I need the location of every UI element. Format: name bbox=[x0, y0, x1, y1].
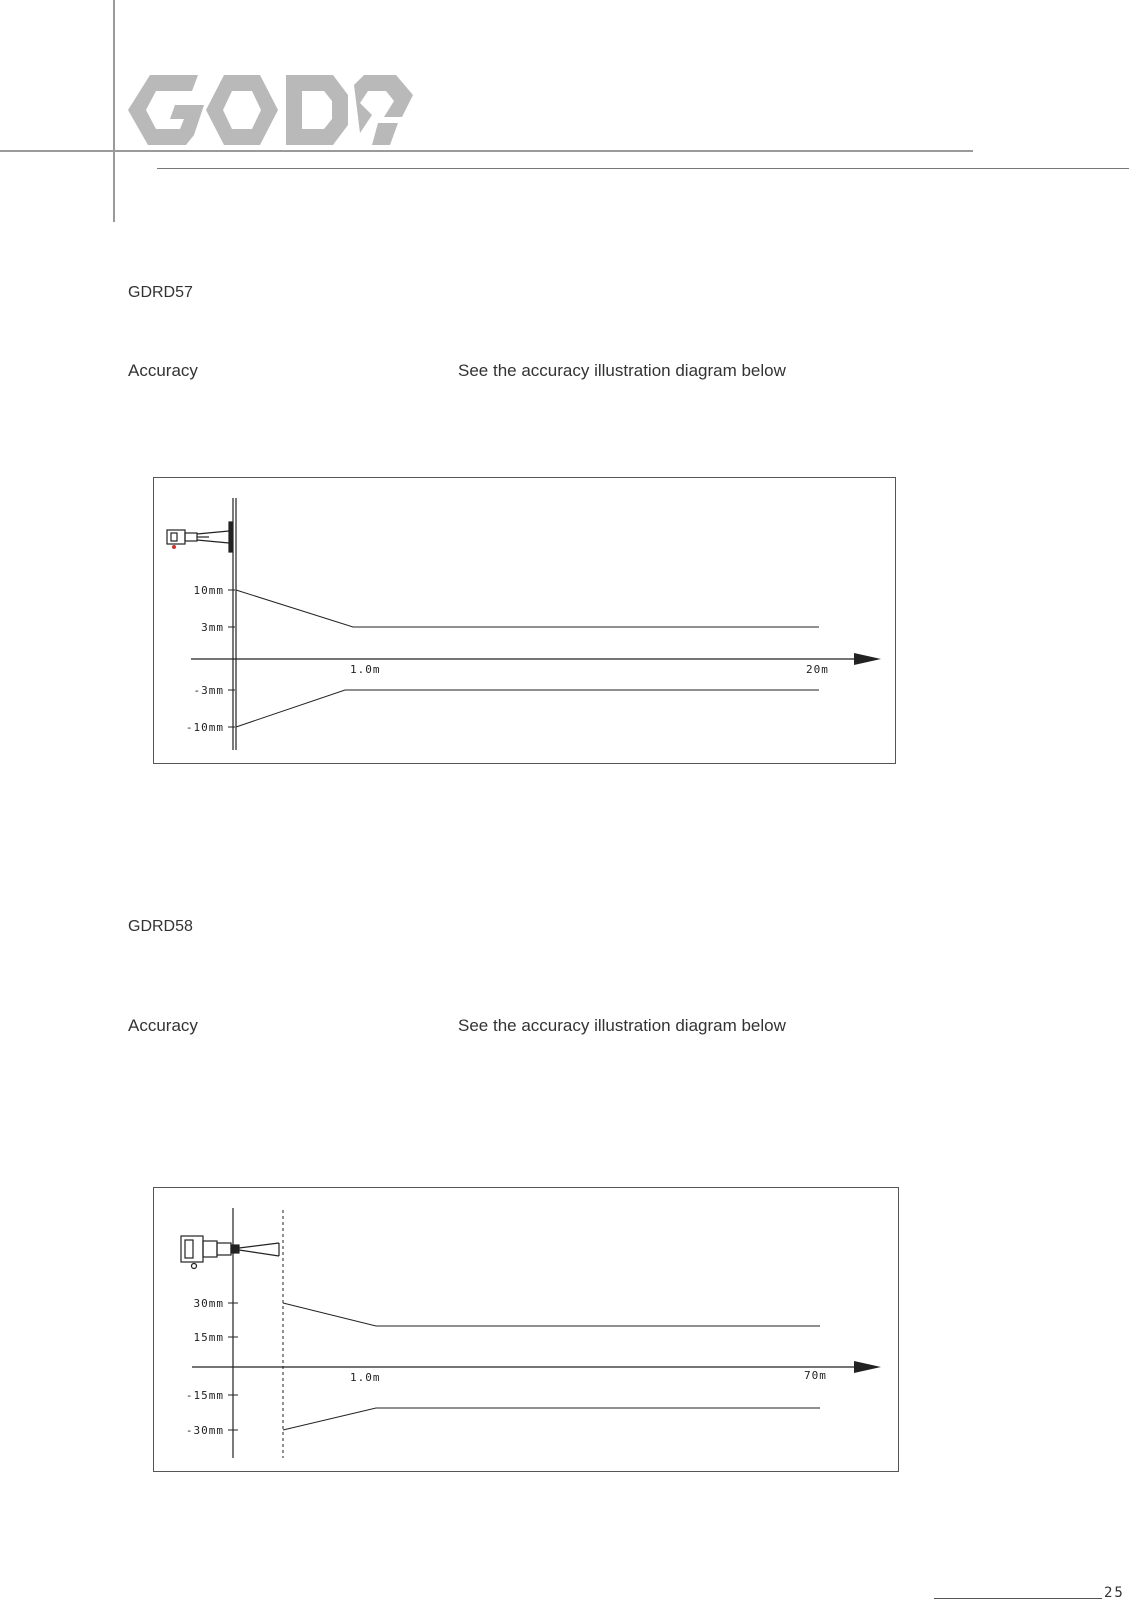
y-tick-label: 15mm bbox=[193, 1331, 224, 1344]
header-vertical-rule bbox=[113, 0, 115, 222]
model-title-gdrd58: GDRD58 bbox=[128, 918, 193, 935]
lower-accuracy-line bbox=[283, 1408, 820, 1430]
accuracy-chart-gdrd58 bbox=[154, 1188, 900, 1473]
y-tick-label: -30mm bbox=[185, 1424, 224, 1437]
model-title-gdrd57: GDRD57 bbox=[128, 284, 193, 301]
accuracy-value: See the accuracy illustration diagram below bbox=[458, 361, 786, 380]
radar-sensor-icon bbox=[167, 522, 232, 552]
x-tick-label: 20m bbox=[806, 663, 829, 676]
page-number: 25 bbox=[1104, 1585, 1125, 1601]
upper-accuracy-line bbox=[283, 1303, 820, 1326]
accuracy-label: Accuracy bbox=[128, 361, 198, 380]
y-tick-label: -3mm bbox=[193, 684, 224, 697]
y-tick-label: 30mm bbox=[193, 1297, 224, 1310]
x-tick-label: 1.0m bbox=[350, 663, 381, 676]
company-logo bbox=[128, 75, 413, 145]
y-tick-label: 3mm bbox=[201, 621, 224, 634]
x-tick-label: 1.0m bbox=[350, 1371, 381, 1384]
y-tick-label: -15mm bbox=[185, 1389, 224, 1402]
accuracy-diagram-gdrd58 bbox=[153, 1187, 899, 1472]
header-rule-top bbox=[0, 150, 973, 152]
footer-rule bbox=[934, 1598, 1102, 1599]
y-tick-label: 10mm bbox=[193, 584, 224, 597]
y-tick-label: -10mm bbox=[185, 721, 224, 734]
x-axis-arrow bbox=[854, 1361, 881, 1373]
accuracy-chart-gdrd57 bbox=[154, 478, 897, 765]
upper-accuracy-line bbox=[236, 590, 819, 627]
radar-sensor-icon bbox=[181, 1236, 279, 1269]
accuracy-value: See the accuracy illustration diagram below bbox=[458, 1016, 786, 1035]
header-rule-bottom bbox=[157, 168, 1129, 169]
accuracy-label: Accuracy bbox=[128, 1016, 198, 1035]
accuracy-diagram-gdrd57 bbox=[153, 477, 896, 764]
x-tick-label: 70m bbox=[804, 1369, 827, 1382]
lower-accuracy-line bbox=[236, 690, 819, 727]
x-axis-arrow bbox=[854, 653, 881, 665]
